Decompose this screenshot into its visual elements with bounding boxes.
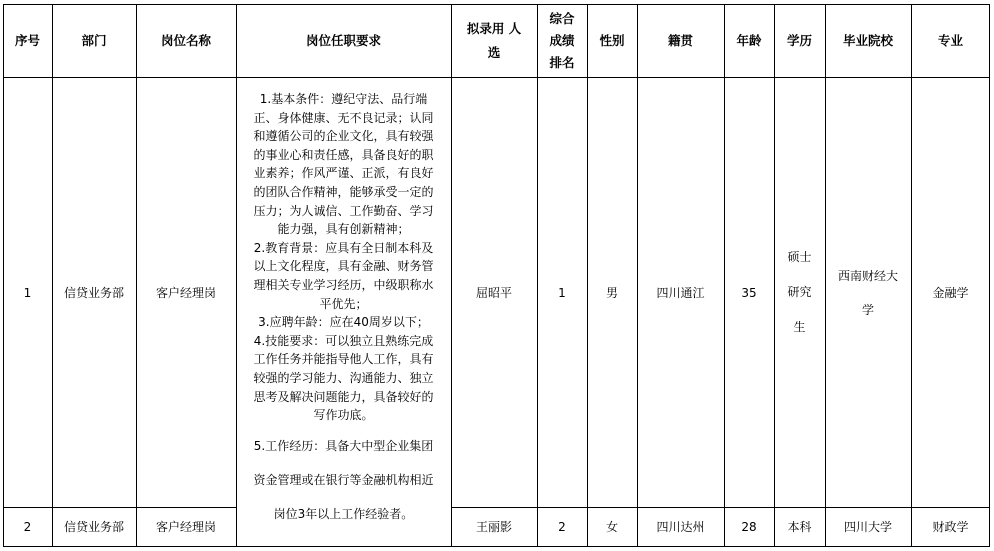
header-origin: 籍贯 (667, 33, 693, 48)
row2-candidate: 王丽影 (475, 520, 512, 534)
row2-rank: 2 (558, 520, 566, 534)
row1-origin: 四川通江 (656, 285, 705, 300)
header-rank-line: 排名 (549, 54, 575, 70)
row2-gender: 女 (605, 520, 618, 534)
header-candidate-line: 拟录用 人 (466, 20, 522, 36)
header-requirements: 岗位任职要求 (305, 33, 381, 48)
row1-major: 金融学 (932, 285, 969, 300)
requirement-line: 工作任务并能指导他人工作，具有 (253, 352, 434, 367)
header-rank-line: 综合 (549, 10, 575, 26)
requirement-line: 资金管理或在银行等金融机构相近 (253, 472, 434, 487)
row1-position: 客户经理岗 (155, 285, 216, 300)
header-seq: 序号 (14, 33, 40, 48)
row2-school: 四川大学 (843, 520, 892, 534)
row1-candidate: 屈昭平 (475, 285, 512, 300)
requirement-line: 和遵循公司的企业文化，具有较强 (253, 129, 434, 144)
header-school: 毕业院校 (842, 33, 893, 48)
requirement-line: 3.应聘年龄：应在40周岁以下； (258, 315, 429, 330)
requirement-line: 能力强，具有创新精神； (277, 222, 410, 237)
row1-age: 35 (741, 285, 757, 300)
requirements-cell (236, 78, 451, 546)
row2-education: 本科 (787, 520, 812, 534)
header-rank (537, 4, 587, 77)
requirement-line: 压力；为人诚信、工作勤奋、学习 (253, 203, 434, 218)
row1-education-line: 研究 (787, 285, 812, 299)
requirement-line: 5.工作经历：具备大中型企业集团 (253, 438, 434, 453)
row1-rank: 1 (558, 285, 566, 300)
requirement-line: 理相关专业学习经历，中级职称水 (253, 277, 434, 292)
row2-position: 客户经理岗 (155, 520, 216, 534)
header-candidate-line: 选 (487, 44, 501, 60)
requirement-line: 较强的学习能力、沟通能力、独立 (253, 370, 434, 385)
header-gender: 性别 (599, 33, 625, 48)
requirement-line: 的团队合作精神，能够承受一定的 (253, 184, 434, 199)
row1-dept: 信贷业务部 (63, 285, 124, 300)
requirement-line: 以上文化程度，具有金融、财务管 (253, 259, 434, 274)
row2-dept: 信贷业务部 (63, 520, 124, 534)
requirement-line: 思考及解决问题能力，具备较好的 (253, 389, 434, 404)
row2-major: 财政学 (932, 520, 969, 534)
requirement-line: 业素养；作风严谨、正派，有良好 (253, 166, 434, 181)
row1-school (825, 78, 911, 507)
row1-seq: 1 (23, 285, 32, 300)
requirement-line: 的事业心和责任感，具备良好的职 (253, 147, 434, 162)
requirement-line: 1.基本条件：遵纪守法、品行端 (259, 92, 428, 106)
row1-education (774, 78, 825, 507)
requirement-line: 平优先； (319, 296, 368, 311)
row2-age: 28 (741, 520, 757, 534)
header-candidate (451, 4, 537, 77)
requirement-line: 2.教育背景：应具有全日制本科及 (253, 240, 434, 255)
row2-origin: 四川达州 (656, 520, 705, 534)
requirement-line: 4.技能要求：可以独立且熟练完成 (253, 333, 434, 348)
requirement-line: 正、身体健康、无不良记录；认同 (253, 110, 434, 125)
header-education: 学历 (786, 33, 812, 48)
requirement-line: 写作功底。 (313, 408, 374, 423)
row2-seq: 2 (23, 520, 32, 534)
row1-education-line: 生 (793, 320, 806, 334)
header-rank-line: 成绩 (549, 32, 575, 48)
requirement-line: 岗位3年以上工作经验者。 (273, 506, 414, 521)
row1-school-line: 学 (861, 302, 874, 317)
row1-gender: 男 (605, 285, 618, 300)
header-age: 年龄 (736, 33, 762, 48)
header-position: 岗位名称 (160, 33, 211, 48)
row1-education-line: 硕士 (787, 250, 812, 264)
header-major: 专业 (937, 33, 963, 48)
header-dept: 部门 (81, 33, 107, 48)
row1-school-line: 西南财经大 (837, 268, 898, 283)
